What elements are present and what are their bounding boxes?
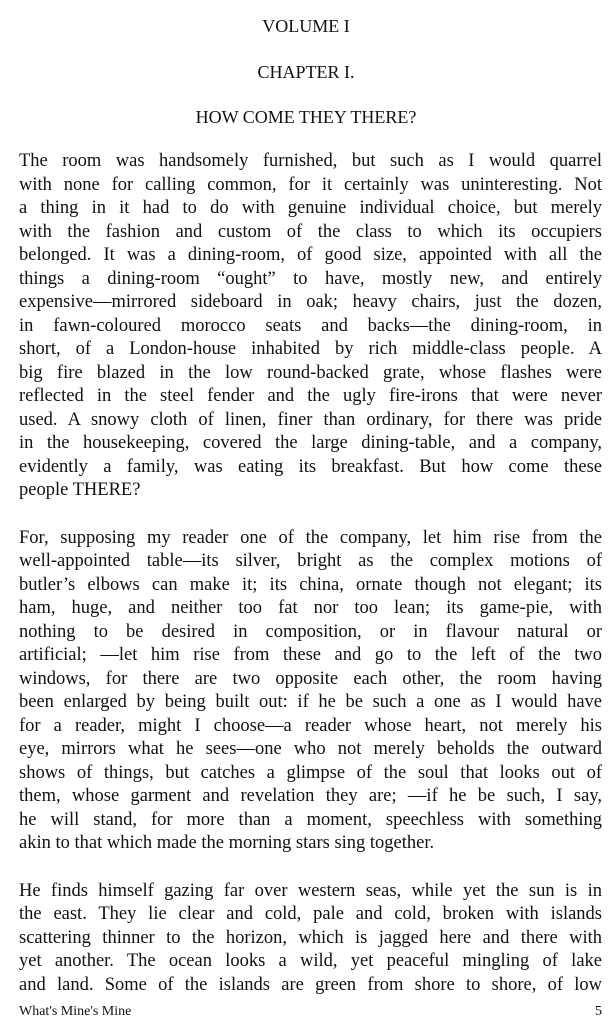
text-line: windows, for there are two opposite each other, the room having [19,668,602,689]
text-line: big fire blazed in the low round-backed grate, whose flashes were [19,362,602,383]
text-line: well-appointed table—its silver, bright as the complex motions of [19,551,602,571]
text-line: shows of things, but catches a glimpse of the soul that looks out of [19,762,602,783]
text-line: evidently a family, was eating its breakfast. But how come these [19,456,602,477]
text-line: people THERE? [19,480,141,500]
text-line: with none for calling common, for it certainly was uninteresting. Not [19,174,602,195]
text-line: used. A snowy cloth of linen, finer than ordinary, for there was pride [19,409,602,430]
text-line: he will stand, for more than a moment, speechless with something [19,809,602,830]
text-line: the east. They lie clear and cold, pale and cold, broken with islands [19,904,602,924]
text-line: things a dining-room “ought” to have, mostly new, and entirely [19,268,602,289]
paragraph [19,880,602,998]
running-footer-title: What's Mine's Mine [19,1004,132,1019]
text-line: for a reader, might I choose—a reader whose heart, not merely his [19,715,602,736]
text-line: For, supposing my reader one of the company, let him rise from the [19,527,602,548]
text-line: with the fashion and custom of the class to which its occupiers [19,221,602,242]
text-line: artificial; —let him rise from these and go to the left of the two [19,645,602,665]
page-number: 5 [595,1004,602,1019]
volume-heading: VOLUME I [262,16,350,36]
text-line: eye, mirrors what he sees—one who not merely beholds the outward [19,739,602,759]
chapter-body [19,150,602,1021]
text-line: ham, huge, and neither too fat nor too lean; its game-pie, with [19,598,602,618]
text-line: belonged. It was a dining-room, of good size, appointed with all the [19,245,602,265]
text-line: butler’s elbows can make it; its china, ornate though not elegant; its [19,574,602,595]
chapter-heading: CHAPTER I. [257,62,355,82]
text-line: in fawn-coloured morocco seats and backs—the dining-room, in [19,315,602,336]
paragraph [19,150,602,503]
text-line: them, whose garment and revelation they are; —if he be such, I say, [19,786,602,806]
text-line: in the housekeeping, covered the large dining-table, and a company, [19,433,602,453]
text-line: scattering thinner to the horizon, which is jagged here and there with [19,927,602,948]
text-line: The room was handsomely furnished, but such as I would quarrel [19,151,602,171]
paragraph [19,527,602,856]
text-line: been enlarged by being built out: if he be such a one as I would have [19,692,602,712]
text-line: a thing in it had to do with genuine individual choice, but merely [19,198,602,218]
text-line: and land. Some of the islands are green from shore to shore, of low [19,974,602,995]
text-line: short, of a London-house inhabited by rich middle-class people. A [19,339,602,359]
chapter-title: HOW COME THEY THERE? [195,107,417,127]
text-line: yet another. The ocean looks a wild, yet peaceful mingling of lake [19,951,602,971]
text-line: expensive—mirrored sideboard in oak; heavy chairs, just the dozen, [19,292,602,312]
text-line: He finds himself gazing far over western seas, while yet the sun is in [19,880,602,901]
text-line: reflected in the steel fender and the ugly fire-irons that were never [19,386,602,406]
text-line: akin to that which made the morning stars sing together. [19,833,435,853]
text-line: nothing to be desired in composition, or in flavour natural or [19,621,602,642]
